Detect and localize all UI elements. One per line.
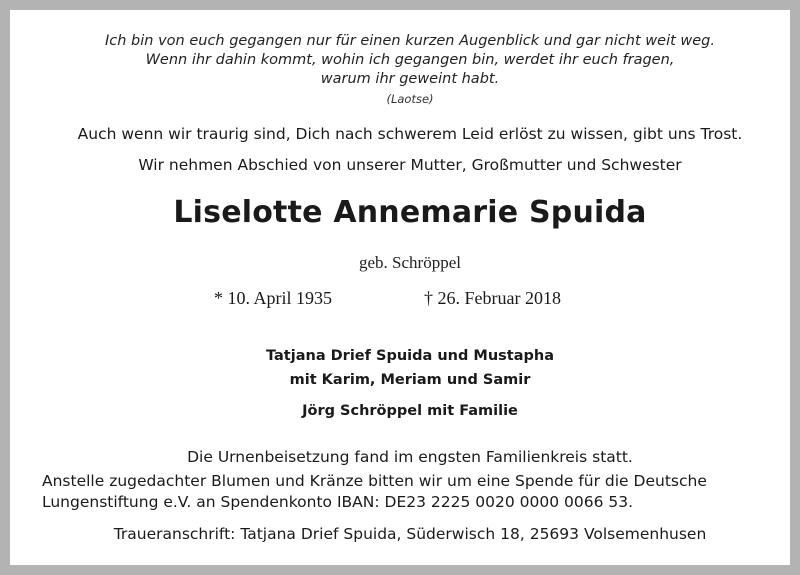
motto-line-3: warum ihr geweint habt. [320,71,500,87]
motto-line-2: Wenn ihr dahin kommt, wohin ich gegangen bin, werdet ihr euch fragen, [145,52,675,68]
intro-line-2: Wir nehmen Abschied von unserer Mutter, Großmutter und Schwester [138,156,682,174]
mourner-line-2: mit Karim, Meriam und Samir [289,372,531,388]
mourning-address: Traueranschrift: Tatjana Drief Spuida, Süderwisch 18, 25693 Volsemenhusen [113,525,707,543]
intro-line-1: Auch wenn wir traurig sind, Dich nach schwerem Leid erlöst zu wissen, gibt uns Trost. [77,125,743,143]
birth-date: * 10. April 1935 [214,288,333,308]
death-date: † 26. Februar 2018 [424,288,561,308]
mourner-line-3: Jörg Schröppel mit Familie [302,403,518,419]
motto-author: (Laotse) [386,92,434,106]
deceased-name: Liselotte Annemarie Spuida [173,195,647,230]
donation-line-1: Anstelle zugedachter Blumen und Kränze bitten wir um eine Spende für die Deutsche [42,472,707,490]
burial-note: Die Urnenbeisetzung fand im engsten Familienkreis statt. [187,448,633,466]
motto-line-1: Ich bin von euch gegangen nur für einen kurzen Augenblick und gar nicht weit weg. [105,33,715,49]
mourner-line-1: Tatjana Drief Spuida und Mustapha [266,348,554,364]
donation-line-2: Lungenstiftung e.V. an Spendenkonto IBAN: DE23 2225 0020 0000 0066 53. [42,493,634,511]
birth-name: geb. Schröppel [359,253,461,272]
